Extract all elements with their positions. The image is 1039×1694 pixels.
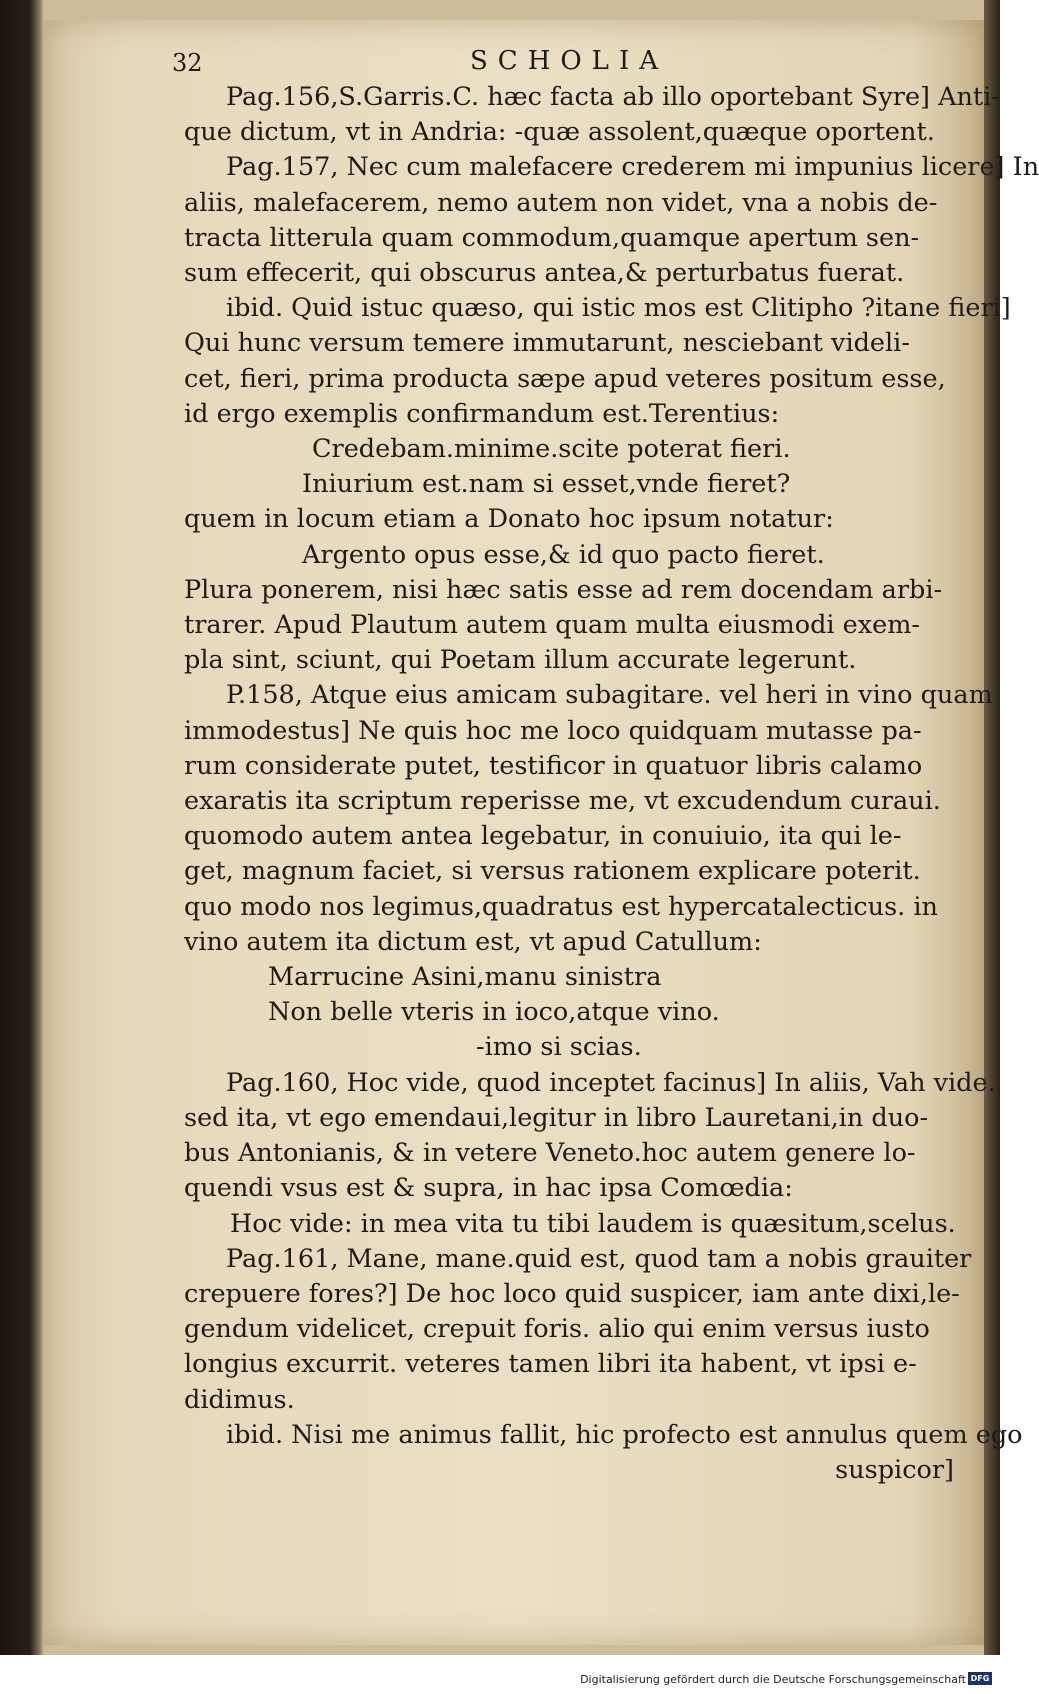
- text-line: sum effecerit, qui obscurus antea,& perturbatus fuerat.: [184, 258, 905, 289]
- text-line: Qui hunc versum temere immutarunt, nesciebant videli-: [184, 328, 910, 359]
- text-line: bus Antonianis, & in vetere Veneto.hoc autem genere lo-: [184, 1138, 916, 1169]
- digitization-credit: Digitalisierung gefördert durch die Deutsche Forschungsgemeinschaft: [580, 1673, 966, 1686]
- text-line: longius excurrit. veteres tamen libri ita habent, vt ipsi e-: [184, 1349, 917, 1380]
- text-line: vino autem ita dictum est, vt apud Catullum:: [184, 926, 762, 957]
- running-head: SCHOLIA: [469, 46, 668, 76]
- text-line: exaratis ita scriptum reperisse me, vt excudendum curaui.: [184, 786, 941, 817]
- text-line: Plura ponerem, nisi hæc satis esse ad rem docendam arbi-: [184, 574, 943, 605]
- catchword: suspicor]: [835, 1454, 954, 1485]
- text-line: cet, fieri, prima producta sæpe apud veteres positum esse,: [184, 363, 946, 394]
- text-line: rum considerate putet, testificor in quatuor libris calamo: [184, 750, 923, 781]
- text-line: Pag.156,S.Garris.C. hæc facta ab illo oportebant Syre] Anti-: [226, 82, 1000, 112]
- text-line: get, magnum faciet, si versus rationem explicare poterit.: [184, 856, 921, 887]
- text-line: quo modo nos legimus,quadratus est hypercatalecticus. in: [184, 891, 938, 922]
- text-line: tracta litterula quam commodum,quamque apertum sen-: [184, 222, 920, 253]
- verse-line: Hoc vide: in mea vita tu tibi laudem is quæsitum,scelus.: [230, 1208, 956, 1239]
- book-right-edge: [984, 0, 1000, 1655]
- text-line: aliis, malefacerem, nemo autem non videt, vna a nobis de-: [184, 187, 938, 218]
- page-text: [172, 40, 1039, 1488]
- page-header: [172, 40, 954, 80]
- text-line: que dictum, vt in Andria: -quæ assolent,quæque oportent.: [184, 117, 935, 148]
- dfg-logo-icon: DFG: [968, 1672, 992, 1685]
- text-line: immodestus] Ne quis hoc me loco quidquam mutasse pa-: [184, 715, 922, 746]
- verse-line: Marrucine Asini,manu sinistra: [268, 962, 662, 993]
- verse-line: Iniurium est.nam si esset,vnde fieret?: [302, 469, 791, 500]
- text-line: quem in locum etiam a Donato hoc ipsum notatur:: [184, 504, 834, 535]
- page-number: 32: [172, 49, 203, 77]
- text-line: trarer. Apud Plautum autem quam multa eiusmodi exem-: [184, 610, 921, 641]
- verse-line: -imo si scias.: [476, 1032, 642, 1063]
- text-line: Pag.157, Nec cum malefacere crederem mi impunius licere] In: [226, 152, 1039, 183]
- text-line: quendi vsus est & supra, in hac ipsa Comœdia:: [184, 1173, 793, 1204]
- text-line: ibid. Nisi me animus fallit, hic profecto est annulus quem ego: [226, 1419, 1023, 1450]
- text-line: Pag.160, Hoc vide, quod inceptet facinus] In aliis, Vah vide.: [226, 1067, 996, 1098]
- text-line: P.158, Atque eius amicam subagitare. vel heri in vino quam: [226, 680, 993, 711]
- text-line: pla sint, sciunt, qui Poetam illum accurate legerunt.: [184, 645, 857, 676]
- text-line: gendum videlicet, crepuit foris. alio qui enim versus iusto: [184, 1314, 930, 1345]
- text-line: crepuere fores?] De hoc loco quid suspicer, iam ante dixi,le-: [184, 1278, 960, 1309]
- text-line: ibid. Quid istuc quæso, qui istic mos est Clitipho ?itane fieri]: [226, 293, 1011, 324]
- verse-line: Non belle vteris in ioco,atque vino.: [268, 997, 720, 1028]
- text-line: didimus.: [184, 1384, 295, 1415]
- text-line: sed ita, vt ego emendaui,legitur in libro Lauretani,in duo-: [184, 1102, 929, 1133]
- verse-line: Credebam.minime.scite poterat fieri.: [312, 434, 791, 465]
- text-line: quomodo autem antea legebatur, in conuiuio, ita qui le-: [184, 821, 902, 852]
- text-line: id ergo exemplis confirmandum est.Terentius:: [184, 398, 780, 429]
- verse-line: Argento opus esse,& id quo pacto fieret.: [302, 539, 825, 570]
- text-line: Pag.161, Mane, mane.quid est, quod tam a nobis grauiter: [226, 1243, 972, 1274]
